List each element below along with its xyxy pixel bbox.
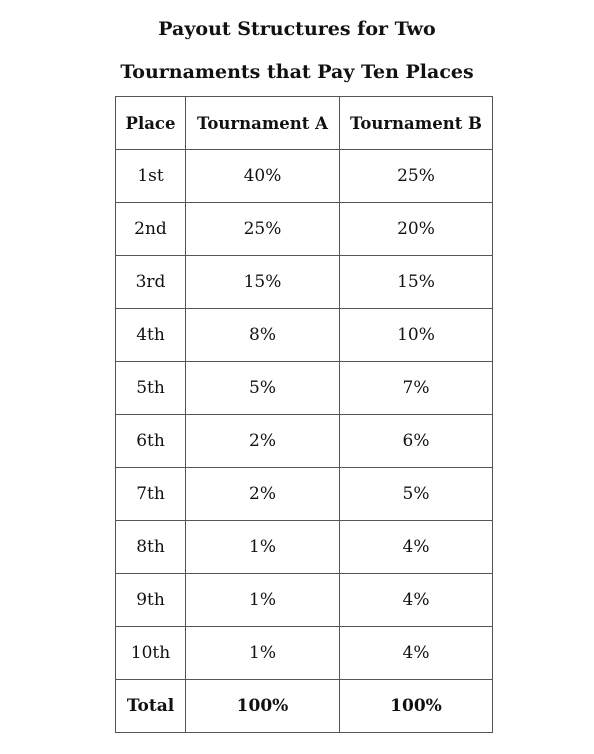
table-row xyxy=(116,309,493,362)
header-tournament-a: Tournament A xyxy=(186,97,340,150)
tournament-a-cell: 2% xyxy=(186,468,340,521)
table-total-row xyxy=(116,680,493,733)
page-title-line-1: Payout Structures for Two xyxy=(158,18,436,40)
total-tournament-b: 100% xyxy=(340,680,493,733)
place-cell: 1st xyxy=(116,150,186,203)
tournament-a-cell: 25% xyxy=(186,203,340,256)
tournament-a-cell: 8% xyxy=(186,309,340,362)
tournament-b-cell: 4% xyxy=(340,627,493,680)
place-cell: 2nd xyxy=(116,203,186,256)
tournament-b-cell: 10% xyxy=(340,309,493,362)
place-cell: 7th xyxy=(116,468,186,521)
tournament-b-cell: 7% xyxy=(340,362,493,415)
place-cell: 6th xyxy=(116,415,186,468)
place-cell: 5th xyxy=(116,362,186,415)
total-tournament-a: 100% xyxy=(186,680,340,733)
place-cell: 3rd xyxy=(116,256,186,309)
tournament-a-cell: 40% xyxy=(186,150,340,203)
tournament-a-cell: 1% xyxy=(186,627,340,680)
payout-table xyxy=(115,96,493,733)
place-cell: 10th xyxy=(116,627,186,680)
total-label: Total xyxy=(116,680,186,733)
tournament-a-cell: 1% xyxy=(186,574,340,627)
header-tournament-b: Tournament B xyxy=(340,97,493,150)
table-row xyxy=(116,574,493,627)
tournament-a-cell: 5% xyxy=(186,362,340,415)
table-header-row xyxy=(116,97,493,150)
page-title-line-2: Tournaments that Pay Ten Places xyxy=(120,61,474,83)
tournament-b-cell: 4% xyxy=(340,521,493,574)
table-row xyxy=(116,150,493,203)
place-cell: 8th xyxy=(116,521,186,574)
tournament-a-cell: 2% xyxy=(186,415,340,468)
tournament-b-cell: 5% xyxy=(340,468,493,521)
tournament-b-cell: 25% xyxy=(340,150,493,203)
table-row xyxy=(116,415,493,468)
table-row xyxy=(116,362,493,415)
tournament-a-cell: 15% xyxy=(186,256,340,309)
tournament-a-cell: 1% xyxy=(186,521,340,574)
tournament-b-cell: 6% xyxy=(340,415,493,468)
table-row xyxy=(116,203,493,256)
table-row xyxy=(116,468,493,521)
table-row xyxy=(116,521,493,574)
table-row xyxy=(116,627,493,680)
tournament-b-cell: 4% xyxy=(340,574,493,627)
table-row xyxy=(116,256,493,309)
place-cell: 4th xyxy=(116,309,186,362)
tournament-b-cell: 15% xyxy=(340,256,493,309)
tournament-b-cell: 20% xyxy=(340,203,493,256)
header-place: Place xyxy=(116,97,186,150)
place-cell: 9th xyxy=(116,574,186,627)
